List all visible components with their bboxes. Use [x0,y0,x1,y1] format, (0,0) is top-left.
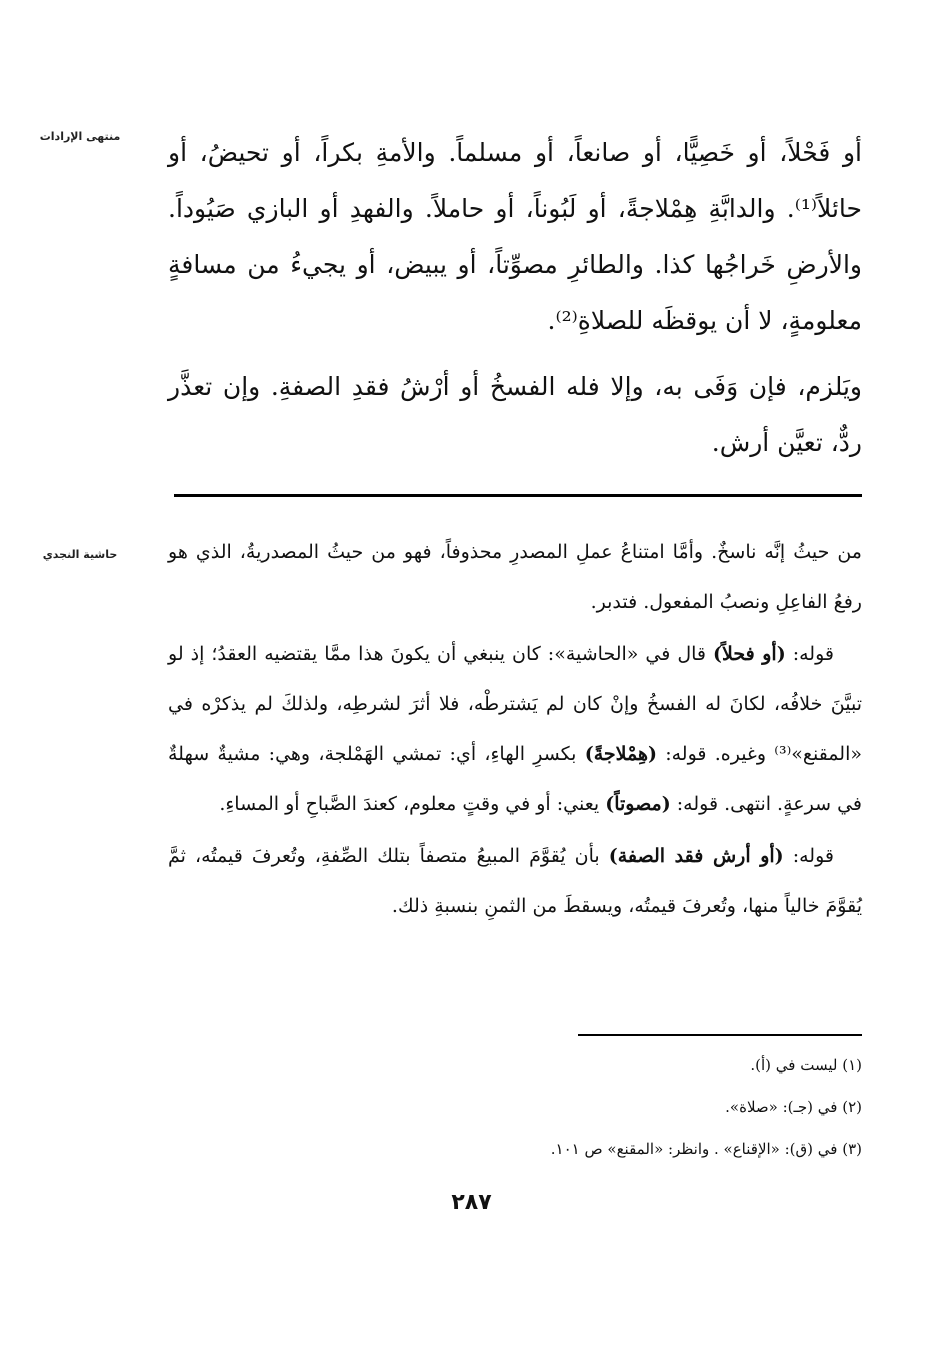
running-head-hashiya: حاشية النجدي [42,548,118,561]
lemma-term: (مصوتاً) [605,793,671,815]
footnotes [168,1044,862,1170]
lemma-term: (أو أرش فقد الصفة) [608,845,784,867]
main-paragraph: أو فَحْلاً، أو خَصِيًّا، أو صانعاً، أو مسلماً. والأمةِ بكراً، أو تحيضُ، أو حائلاً⁽¹⁾. والدابَّةِ هِمْلاجةً، أو لَبُوناً، أو حاملاً. والفهدِ أو البازي صَيُوداً. والأرضِ خَراجُها كذا. والطائرِ مصوِّتاً، أو يبيض، أو يجيءُ من مسافةٍ معلومةٍ، لا أن يوقظَه للصلاةِ⁽²⁾. [168,138,862,335]
running-head-main: منتهى الإرادات [39,130,121,143]
lemma-term: (هِمْلاجةً) [584,743,657,765]
lemma-term: (أو فحلاً) [713,643,786,665]
footnote-divider [578,1034,862,1036]
footnote: (١) ليست في (أ). [750,1056,862,1074]
hashiya-text [168,527,862,931]
main-text [168,125,862,471]
section-divider [174,494,862,497]
hashiya-paragraph: من حيثُ إنَّه ناسخٌ. وأمَّا امتناعُ عملِ المصدرِ محذوفاً، فهو من حيثُ المصدريةُ، الذي هو رفعُ الفاعِلِ ونصبُ المفعول. فتدبر. [168,541,862,613]
page-number: ٢٨٧ [451,1190,492,1215]
main-paragraph: ويَلزم، فإن وَفَى به، وإلا فله الفسخُ أو أرْشُ فقدِ الصفةِ. وإن تعذَّر ردٌّ، تعيَّن أرش. [168,372,862,457]
hashiya-paragraph: قوله: (أو فحلاً) قال في «الحاشية»: كان ينبغي أن يكونَ هذا ممَّا يقتضيه العقدُ؛ إذ لو تبيَّنَ خلافُه، لكانَ له الفسخُ وإنْ كان لم يَشترطْه، فلا أثرَ لشرطِه، ولذلكَ لم يذكرْه في «المقنع»⁽³⁾ وغيره. قوله: (هِمْلاجةً) بكسرِ الهاءِ، أي: تمشي الهَمْلجة، وهي: مشيةٌ سهلةٌ في سرعةٍ. انتهى. قوله: (مصوتاً) يعني: أو في وقتٍ معلوم، كعندَ الصَّباحِ أو المساءِ. [168,643,862,815]
footnote: (٢) في (جـ): «صلاة». [725,1098,862,1116]
footnote: (٣) في (ق): «الإقناع» . وانظر: «المقنع» ص ١٠١. [550,1140,862,1158]
hashiya-paragraph: قوله: (أو أرش فقد الصفة) بأن يُقوَّمَ المبيعُ متصفاً بتلك الصِّفةِ، وتُعرفَ قيمتُه، ثمَّ يُقوَّمَ خالياً منها، وتُعرفَ قيمتُه، ويسقطَ من الثمنِ بنسبةِ ذلك. [168,845,862,917]
